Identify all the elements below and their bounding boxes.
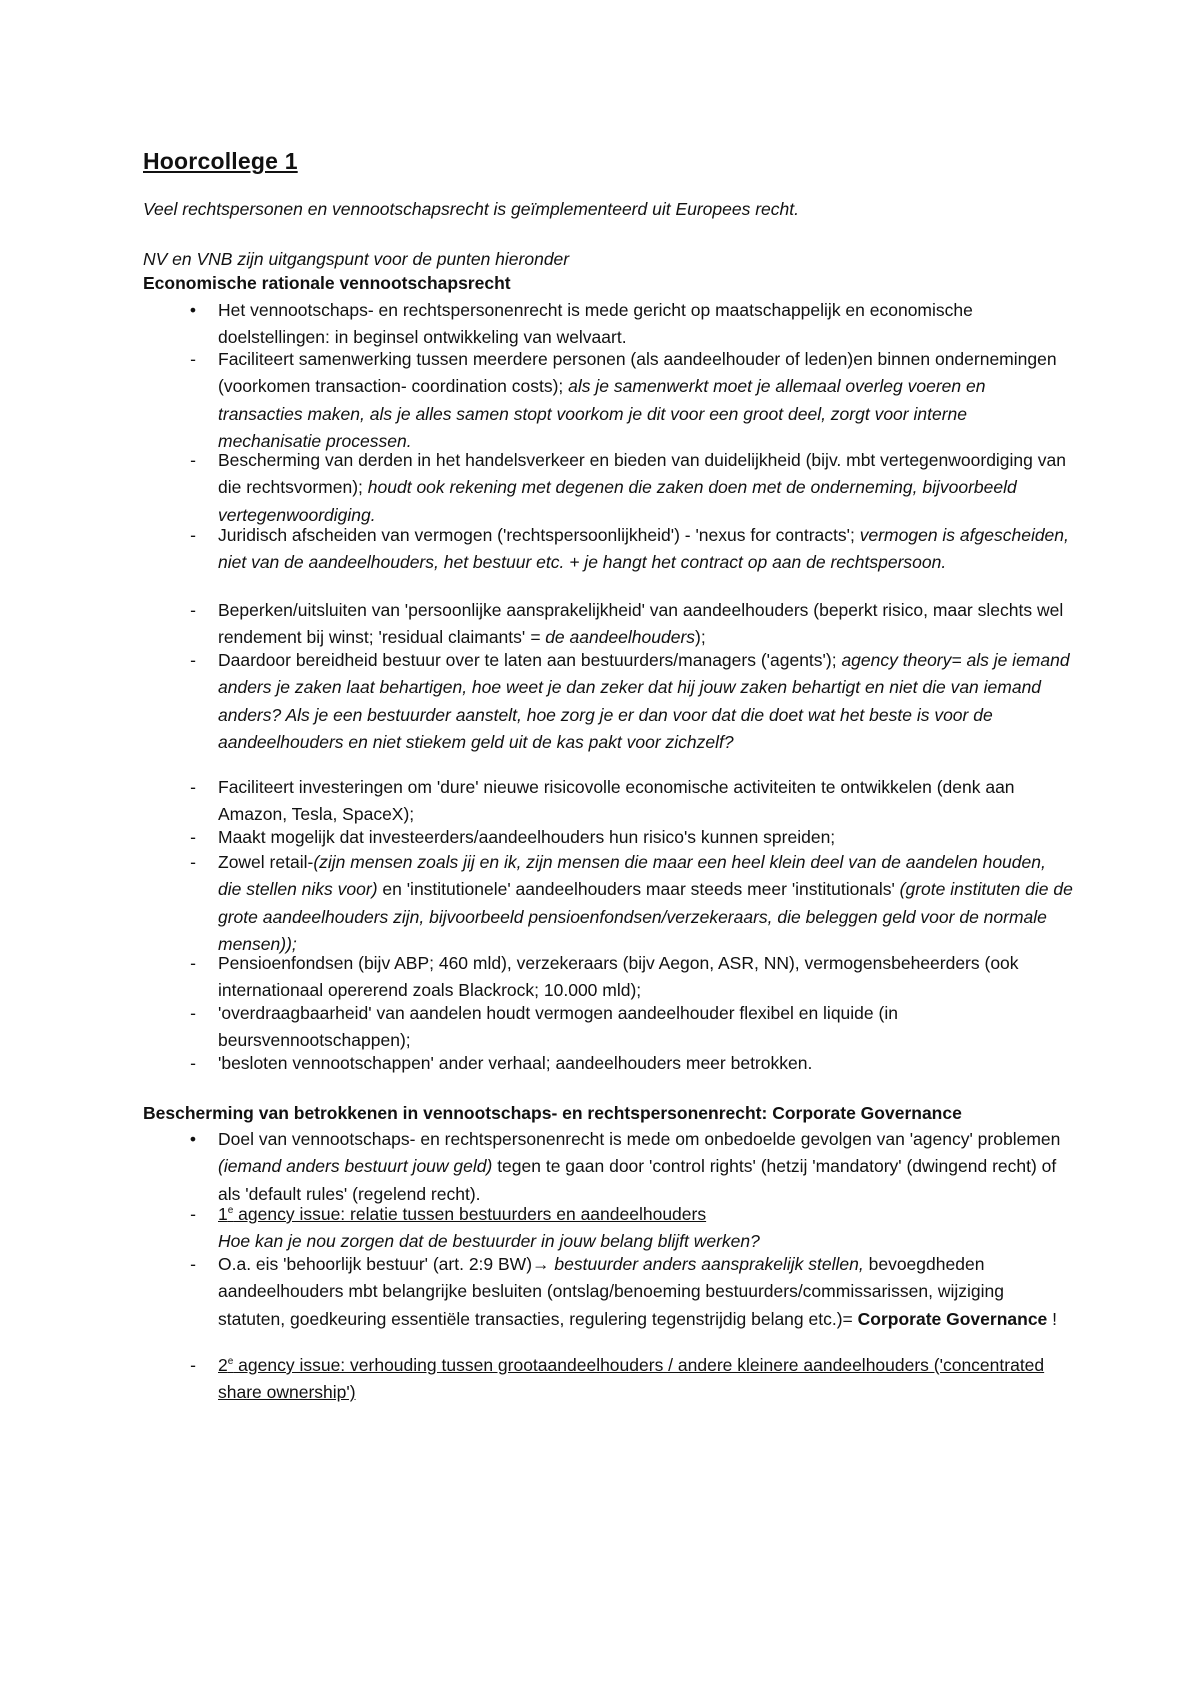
list-item-note: als je samenwerkt moet je allemaal overleg voeren en transacties maken, als je alles samen stopt voorkom je dit voor een groot deel, zorgt voor interne mechanisatie processen. [218,376,986,452]
list-item [143,1352,1073,1407]
list-item [143,647,1073,757]
list-item-text: Faciliteert samenwerking tussen meerdere personen (als aandeelhouder of leden)en binnen ondernemingen (voorkomen transaction- coordination costs); [218,349,1057,397]
issue-title: agency issue: relatie tussen bestuurders en aandeelhouders [233,1204,707,1224]
list-item [143,1251,1073,1333]
list-item-text-cont: tegen te gaan door 'control rights' (hetzij 'mandatory' (dwingend recht) of als 'default rules' (regelend recht). [218,1156,1057,1204]
issue-ordinal: e [227,1356,234,1368]
list-item-note: (iemand anders bestuurt jouw geld) [218,1156,493,1177]
list-item-note: (zijn mensen zoals jij en ik, zijn mensen die maar een heel klein deel van de aandelen houden, die stellen niks voor) [218,852,1046,900]
list-item-text: 'overdraagbaarheid' van aandelen houdt vermogen aandeelhouder flexibel en liquide (in beursvennootschappen); [218,1003,898,1051]
issue-number: 2 [218,1355,228,1375]
list-item [143,346,1073,456]
dash-marker: - [190,650,196,670]
list-item-note: agency theory= als je iemand anders je zaken laat behartigen, hoe weet je dan zeker dat hij jouw zaken behartigt en niet die van iemand anders? Als je een bestuurder aanstelt, hoe zorg je er dan voor dat die doet wat het beste is voor de aandeelhouders en niet stiekem geld uit de kas pakt voor zichzelf? [218,650,1070,753]
dash-marker: - [190,777,196,797]
bullet-marker: • [189,300,197,320]
dash-marker: - [190,1003,196,1023]
list-item-note: = de aandeelhouders [530,627,696,648]
list-item-note: bestuurder anders aansprakelijk stellen, [549,1254,864,1274]
list-item-text-end: ! [1047,1308,1058,1329]
list-item-note-2: (grote instituten die de grote aandeelhouders zijn, bijvoorbeeld pensioenfondsen/verzekeraars, die beleggen geld voor de normale mensen)); [218,879,1073,955]
list-item [143,447,1073,529]
list-item [143,1201,1073,1256]
list-item-note: vermogen is afgescheiden, niet van de aandeelhouders, het bestuur etc. + je hangt het contract op aan de rechtspersoon. [218,525,1069,573]
dash-marker: - [190,953,196,973]
dash-marker: - [190,450,196,470]
subintro-text: NV en VNB zijn uitgangspunt voor de punten hieronder [143,249,570,269]
dash-marker: - [190,1053,196,1073]
bullet-marker: • [189,1129,197,1149]
list-item-text: 'besloten vennootschappen' ander verhaal; aandeelhouders meer betrokken. [218,1053,813,1073]
list-item-text: Beperken/uitsluiten van 'persoonlijke aansprakelijkheid' van aandeelhouders (beperkt risico, maar slechts wel rendement bij winst; 'residual claimants' [218,600,1064,648]
list-item-text: O.a. eis 'behoorlijk bestuur' (art. 2:9 BW) [218,1254,533,1274]
arrow-icon: → [532,1254,550,1274]
dash-marker: - [190,1355,196,1375]
list-item-text: Daardoor bereidheid bestuur over te laten aan bestuurders/managers ('agents'); [218,650,837,670]
list-item [143,774,1073,829]
list-item-text: Faciliteert investeringen om 'dure' nieuwe risicovolle economische activiteiten te ontwikkelen (denk aan Amazon, Tesla, SpaceX); [218,777,1015,825]
list-item-text: Bescherming van derden in het handelsverkeer en bieden van duidelijkheid (bijv. mbt vertegenwoordiging van die rechtsvormen); [218,450,1066,498]
issue-ordinal: e [227,1205,234,1217]
list-item [143,597,1073,652]
issue-title: agency issue: verhouding tussen grootaandeelhouders / andere kleinere aandeelhouders ('concentrated share ownership') [218,1355,1045,1403]
dash-marker: - [190,349,196,369]
list-item-text: Zowel retail- [218,852,314,872]
section-heading-corporate-governance: Bescherming van betrokkenen in vennootschaps- en rechtspersonenrecht: Corporate Governance [143,1103,962,1123]
dash-marker: - [190,525,196,545]
list-item [143,1000,1073,1055]
list-item [143,1126,1073,1208]
dash-marker: - [190,1254,196,1274]
dash-marker: - [190,852,196,872]
page-title: Hoorcollege 1 [143,148,298,174]
dash-marker: - [190,827,196,847]
list-item-text: Juridisch afscheiden van vermogen ('rechtspersoonlijkheid') - 'nexus for contracts'; [218,525,855,545]
issue-number: 1 [218,1204,228,1224]
list-item [143,824,1073,851]
list-item-text-end: ); [695,627,706,648]
dash-marker: - [190,600,196,620]
intro-text: Veel rechtspersonen en vennootschapsrecht is geïmplementeerd uit Europees recht. [143,199,799,219]
list-item-text-cont: en 'institutionele' aandeelhouders maar steeds meer 'institutionals' [377,879,900,900]
list-item [143,522,1073,577]
list-item-text: Pensioenfondsen (bijv ABP; 460 mld), verzekeraars (bijv Aegon, ASR, NN), vermogensbeheerders (ook internationaal opererend zoals Blackrock; 10.000 mld); [218,953,1019,1001]
list-item [143,1050,1073,1077]
list-item [143,950,1073,1005]
list-item [143,297,1073,352]
list-item-text: Doel van vennootschaps- en rechtspersonenrecht is mede om onbedoelde gevolgen van 'agency' problemen [218,1129,1061,1149]
section-heading-economische-rationale: Economische rationale vennootschapsrecht [143,273,511,293]
issue-question: Hoe kan je nou zorgen dat de bestuurder in jouw belang blijft werken? [218,1231,760,1252]
dash-marker: - [190,1204,196,1224]
list-item [143,849,1073,959]
list-item-text-cont: bevoegdheden aandeelhouders mbt belangrijke besluiten (ontslag/benoeming bestuurders/commissarissen, wijziging statuten, goedkeuring essentiële transacties, regulering tegenstrijdig belang etc.)= [218,1254,1004,1329]
list-item-text: Maakt mogelijk dat investeerders/aandeelhouders hun risico's kunnen spreiden; [218,827,836,847]
list-item-text: Het vennootschaps- en rechtspersonenrecht is mede gericht op maatschappelijk en economische doelstellingen: in beginsel ontwikkeling van welvaart. [218,300,973,348]
list-item-note: houdt ook rekening met degenen die zaken doen met de onderneming, bijvoorbeeld vertegenwoordiging. [218,477,1017,525]
corporate-governance-bold: Corporate Governance [857,1308,1048,1329]
